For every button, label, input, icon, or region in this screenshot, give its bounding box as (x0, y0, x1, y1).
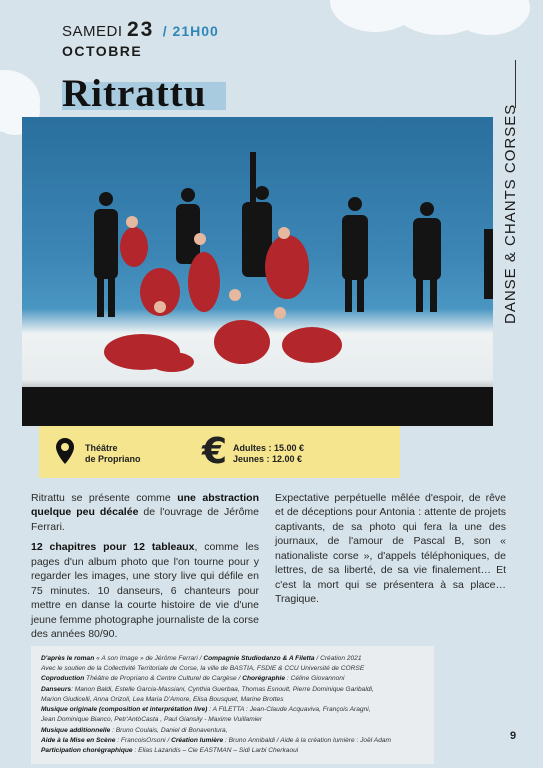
ticket-prices (233, 443, 304, 465)
credit-line (41, 654, 424, 664)
credit-label: Participation chorégraphique (41, 746, 133, 754)
event-day: SAMEDI (62, 23, 123, 40)
text-run: Ritrattu se présente comme (31, 492, 178, 504)
description-paragraph (31, 491, 259, 534)
credit-line (41, 685, 424, 695)
event-date (62, 19, 219, 58)
credit-label: Coproduction (41, 675, 85, 683)
credit-line (41, 736, 424, 746)
credit-label: Compagnie Studiodanzo & A Filetta (203, 655, 315, 662)
description-right-column (275, 491, 506, 613)
description-left-column (31, 491, 259, 648)
credit-line (41, 705, 424, 715)
credit-text: « A son Image » de Jérôme Ferrari / (94, 655, 204, 662)
venue-name (85, 443, 141, 465)
event-info-box (39, 426, 400, 478)
credit-line (41, 674, 424, 684)
credit-label: Création lumière (171, 736, 224, 744)
credit-label: Danseurs (41, 685, 72, 693)
stage-edge (22, 387, 493, 426)
credit-text: : A FILETTA : Jean-Claude Acquaviva, François Aragni, (207, 706, 371, 714)
credit-text: / Création 2021 (314, 655, 362, 662)
side-divider (515, 60, 516, 108)
event-month: OCTOBRE (62, 43, 143, 59)
credit-label: Chorégraphie (242, 675, 286, 683)
stage-photo-illustration (22, 117, 493, 426)
credit-text: : Elias Lazaridis – Cie EASTMAN – Sidi Larbi Cherkaoui (132, 746, 299, 754)
credit-label: D'après le roman (41, 655, 95, 662)
credit-text: : Manon Baldi, Estelle Garcia-Massiani, Cynthia Guerbaa, Thomas Esnoult, Pierre Dominique Garibaldi, (71, 685, 374, 693)
credit-text: Théâtre de Propriano & Centre Culturel de Cargèse / (84, 675, 243, 683)
credit-text: : Céline Giovannoni (285, 675, 345, 683)
credit-text: Jean Dominique Bianco, Petr'AntòCasta , Paul Giansily - Maxime Vuillamier (41, 716, 263, 724)
description-paragraph: Expectative perpétuelle mêlée d'espoir, de rêve et de déceptions pour Antonia : attente de projets captivants, de sa photo qui fera la une des journaux, de l'amour de Pascal B, son « nationaliste corse », d'appels téléphoniques, de lettres, de sa liberté, de sa vie finalement… Et c'est la mort qui se présentera à sa place… Tragique. (275, 492, 506, 606)
description-paragraph (31, 540, 259, 641)
credit-text: Marion Giudicelli, Anna Orizoli, Lea Maria D'Amore, Elisa Bousquet, Marine Brottes (41, 695, 284, 703)
category-label: DANSE & CHANTS CORSES (502, 103, 519, 324)
credit-label: Musique additionnelle (41, 726, 111, 734)
euro-icon: € (202, 431, 228, 472)
venue-line-1: Théâtre (85, 443, 118, 453)
text-run: , comme les pages d'un album photo que l'on tourne pour y regarder les images, une story live qui défile en 75 minutes. 10 danseurs, 6 chanteurs pour mettre en danse la courte histoire de vie d'une jeune femme photographe journaliste de la corse des années 80/90. (31, 541, 259, 641)
stage-photo (22, 117, 493, 426)
page-title: Ritrattu (62, 72, 207, 115)
location-pin-icon (56, 438, 74, 464)
text-run-bold: 12 chapitres pour 12 tableaux (31, 541, 195, 554)
dancers-red-dresses (104, 227, 342, 372)
credit-text: Avec le soutien de la Collectivité Territoriale de Corse, la ville de BASTIA, FSDIE & CCU Université de CORSE (41, 665, 365, 673)
credit-line (41, 715, 424, 725)
credit-line (41, 664, 424, 674)
credit-text: : Bruno Annibaldi / Aide à la création lumière : Joël Adam (223, 736, 392, 744)
credit-line (41, 695, 424, 705)
event-time: / 21H00 (162, 23, 219, 39)
credits-box (31, 646, 434, 764)
text-run: de l'ouvrage de Jérôme Ferrari. (31, 506, 259, 533)
credit-label: Musique originale (composition et interprétation live) (41, 706, 208, 714)
price-youth: Jeunes : 12.00 € (233, 453, 303, 464)
credit-label: Aide à la Mise en Scène (41, 736, 116, 744)
credit-line (41, 746, 424, 756)
page-number: 9 (510, 730, 517, 742)
credit-line (41, 726, 424, 736)
event-date-number: 23 (126, 18, 155, 41)
price-adults: Adultes : 15.00 € (233, 443, 305, 453)
text-run-bold: une abstraction quelque peu décalée (31, 492, 259, 519)
credit-text: : Bruno Coulais, Daniel di Bonaventura, (110, 726, 228, 734)
credit-text: : FrancoisOrsoni / (115, 736, 172, 744)
venue-line-2: de Propriano (85, 453, 141, 464)
